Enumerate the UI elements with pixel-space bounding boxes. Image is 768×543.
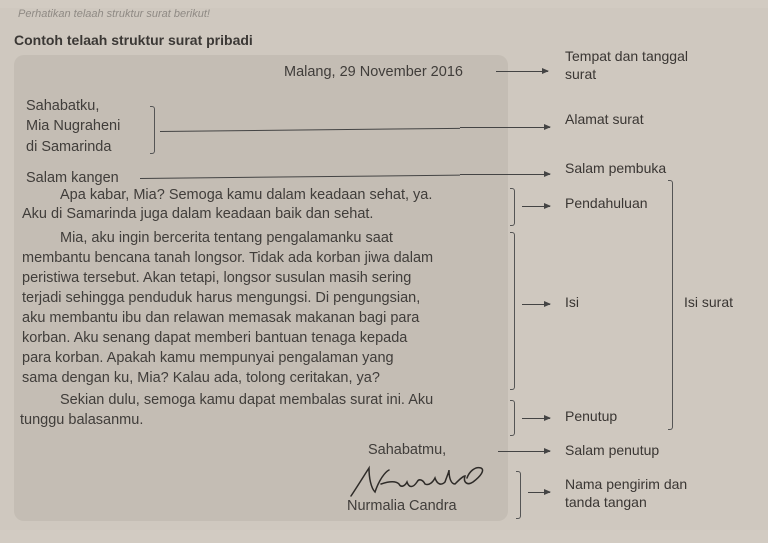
label-sender-2: tanda tangan (565, 494, 647, 510)
body-line-4: terjadi sehingga penduduk harus mengungsi. Di pengungsian, (22, 290, 421, 306)
closing-line-1: Sekian dulu, semoga kamu dapat membalas surat ini. Aku (60, 392, 434, 408)
arrow-sender (528, 492, 550, 493)
brace-address (150, 106, 155, 154)
body-line-6: korban. Aku senang dapat memberi bantuan tenaga kepada (22, 330, 408, 346)
brace-content-group (668, 180, 673, 430)
closing-line-2: tunggu balasanmu. (20, 412, 144, 428)
label-intro: Pendahuluan (565, 195, 648, 211)
sign-off: Sahabatmu, (368, 442, 447, 458)
arrow-address (460, 127, 550, 128)
brace-body (510, 232, 515, 390)
label-closing: Penutup (565, 408, 618, 424)
brace-closing (510, 400, 515, 436)
intro-line-1: Apa kabar, Mia? Semoga kamu dalam keadaan sehat, ya. (60, 187, 433, 203)
arrow-closing (522, 418, 550, 419)
address-line-1: Sahabatku, (26, 98, 100, 114)
label-address: Alamat surat (565, 111, 644, 127)
label-greeting: Salam pembuka (565, 160, 667, 176)
instruction-text: Perhatikan telaah struktur surat berikut! (18, 8, 210, 20)
body-line-2: membantu bencana tanah longsor. Tidak ada korban jiwa dalam (22, 250, 434, 266)
page-title: Contoh telaah struktur surat pribadi (14, 32, 253, 48)
label-place-date-1: Tempat dan tanggal (565, 48, 688, 64)
body-line-7: para korban. Apakah kamu mempunyai pengalaman yang (22, 350, 394, 366)
body-line-5: aku membantu ibu dan relawan memasak makanan bagi para (22, 310, 420, 326)
textbook-page (0, 8, 768, 530)
body-line-1: Mia, aku ingin bercerita tentang pengalamanku saat (60, 230, 393, 246)
brace-sender (516, 471, 521, 519)
label-sender-1: Nama pengirim dan (565, 476, 688, 492)
label-place-date-2: surat (565, 66, 597, 82)
brace-intro (510, 188, 515, 226)
place-date: Malang, 29 November 2016 (284, 64, 463, 80)
label-content-group: Isi surat (684, 294, 734, 310)
arrow-greeting (460, 174, 550, 175)
arrow-body (522, 304, 550, 305)
body-line-8: sama dengan ku, Mia? Kalau ada, tolong ceritakan, ya? (22, 370, 380, 386)
handwritten-signature (345, 462, 495, 502)
arrow-intro (522, 206, 550, 207)
greeting: Salam kangen (26, 170, 119, 186)
intro-line-2: Aku di Samarinda juga dalam keadaan baik dan sehat. (22, 206, 374, 222)
label-body: Isi (565, 294, 579, 310)
address-line-2: Mia Nugraheni (26, 118, 121, 134)
label-sign-off: Salam penutup (565, 442, 660, 458)
arrow-sign-off (498, 451, 550, 452)
body-line-3: peristiwa tersebut. Akan tetapi, longsor susulan masih sering (22, 270, 412, 286)
arrow-place-date (496, 71, 548, 72)
address-line-3: di Samarinda (26, 139, 112, 155)
sender-name: Nurmalia Candra (347, 498, 457, 514)
